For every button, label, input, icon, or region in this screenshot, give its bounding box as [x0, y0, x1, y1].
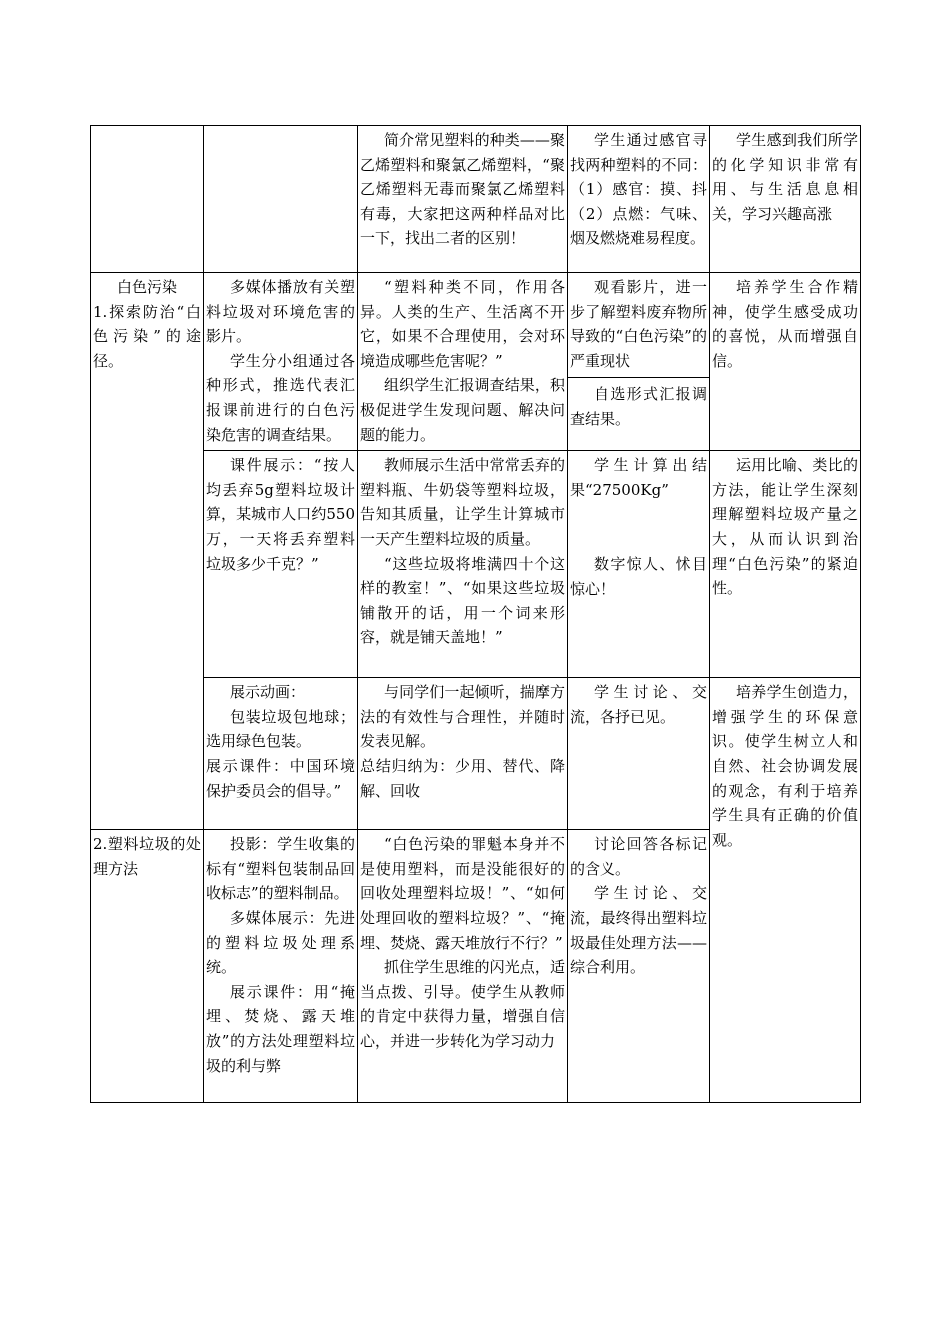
cell-paragraph: 展示课件：中国环境保护委员会的倡导。” — [206, 756, 355, 800]
table-cell-purpose — [710, 451, 861, 678]
cell-paragraph: 多媒体展示：先进的塑料垃圾处理系统。 — [206, 908, 355, 977]
table-cell-purpose — [710, 273, 861, 451]
table-cell-teacher — [358, 126, 568, 273]
cell-paragraph: 包装垃圾包地球；选用绿色包装。 — [206, 707, 355, 751]
table-cell-media — [204, 126, 358, 273]
cell-paragraph: 数字惊人、怵目惊心！ — [570, 555, 707, 598]
cell-paragraph: 简介常见塑料的种类——聚乙烯塑料和聚氯乙烯塑料，“聚乙烯塑料无毒而聚氯乙烯塑料有毒，大家把这两种样品对比一下，找出二者的区别！ — [360, 131, 565, 248]
lesson-plan-table — [90, 125, 861, 1103]
cell-paragraph: 学生分小组通过各种形式，推选代表汇报课前进行的白色污染危害的调查结果。 — [206, 351, 355, 444]
table-cell-stage — [91, 273, 204, 830]
cell-paragraph: 多媒体播放有关塑料垃圾对环境危害的影片。 — [206, 278, 355, 346]
table-cell-teacher — [358, 678, 568, 830]
table-cell-media — [204, 451, 358, 678]
table-cell-media — [204, 273, 358, 451]
cell-paragraph: 组织学生汇报调查结果，积极促进学生发现问题、解决问题的能力。 — [360, 376, 565, 444]
table-cell-teacher — [358, 273, 568, 451]
table-cell-student — [568, 273, 710, 451]
cell-paragraph: 教师展示生活中常常丢弃的塑料瓶、牛奶袋等塑料垃圾，告知其质量，让学生计算城市一天产生塑料垃圾的质量。 — [360, 456, 565, 548]
cell-paragraph: 投影：学生收集的标有“塑料包装制品回收标志”的塑料制品。 — [206, 835, 355, 903]
cell-paragraph: 学生通过感官寻找两种塑料的不同：（1）感官：摸、抖（2）点燃：气味、烟及燃烧难易程度。 — [570, 131, 707, 248]
cell-paragraph: 学生感到我们所学的化学知识非常有用、与生活息息相关，学习兴趣高涨 — [712, 131, 858, 223]
cell-paragraph: 展示动画： — [230, 683, 306, 702]
table-cell-student — [568, 678, 710, 830]
table-cell-teacher — [358, 830, 568, 1103]
table-row — [91, 451, 861, 678]
cell-paragraph: 学生讨论、交流，最终得出塑料垃圾最佳处理方法——综合利用。 — [570, 884, 707, 977]
cell-paragraph: 展示课件：用“掩埋、焚烧、露天堆放”的方法处理塑料垃圾的利与弊 — [206, 982, 355, 1075]
cell-paragraph: “白色污染的罪魁本身并不是使用塑料，而是没能很好的回收处理塑料垃圾！”、“如何处理回收的塑料垃圾？”、“掩埋、焚烧、露天堆放行不行？” — [360, 835, 565, 952]
table-cell-purpose — [710, 678, 861, 1103]
table-cell-student — [568, 451, 710, 678]
table-row — [91, 273, 861, 451]
cell-paragraph: “这些垃圾将堆满四十个这样的教室！”、“如果这些垃圾铺散开的话，用一个词来形容，就是铺天盖地！” — [360, 554, 565, 647]
cell-paragraph: 培养学生合作精神，使学生感受成功的喜悦，从而增强自信。 — [712, 278, 858, 370]
cell-paragraph: 1.探索防治“白色污染”的途径。 — [93, 302, 201, 370]
cell-paragraph: 学生计算出结果“27500Kg” — [570, 456, 707, 499]
table-cell-purpose — [710, 126, 861, 273]
cell-paragraph: 自选形式汇报调查结果。 — [568, 377, 709, 431]
table-cell-media — [204, 830, 358, 1103]
section-heading: 2.塑料垃圾的处理方法 — [93, 835, 201, 878]
table-cell-teacher — [358, 451, 568, 678]
table-cell-stage — [91, 126, 204, 273]
cell-paragraph: 总结归纳为：少用、替代、降解、回收 — [360, 756, 565, 800]
table-cell-stage — [91, 830, 204, 1103]
cell-paragraph: 课件展示：“按人均丢弃5g塑料垃圾计算，某城市人口约550万，一天将丢弃塑料垃圾多少千克？” — [206, 456, 355, 573]
table-row — [91, 126, 861, 273]
table-cell-student — [568, 126, 710, 273]
cell-paragraph: 讨论回答各标记的含义。 — [570, 835, 707, 878]
cell-paragraph: 学生讨论、交流，各抒已见。 — [570, 683, 707, 726]
cell-paragraph: “塑料种类不同，作用各异。人类的生产、生活离不开它，如果不合理使用，会对环境造成哪些危害呢？” — [360, 278, 565, 370]
cell-paragraph: 观看影片，进一步了解塑料废弃物所导致的“白色污染”的严重现状 — [570, 278, 707, 370]
cell-paragraph: 抓住学生思维的闪光点，适当点拨、引导。使学生从教师的肯定中获得力量，增强自信心，并进一步转化为学习动力 — [360, 958, 565, 1050]
table-cell-media — [204, 678, 358, 830]
cell-paragraph: 与同学们一起倾听，揣摩方法的有效性与合理性，并随时发表见解。 — [360, 683, 565, 751]
table-row — [91, 678, 861, 830]
table-cell-student — [568, 830, 710, 1103]
cell-paragraph: 运用比喻、类比的方法，能让学生深刻理解塑料垃圾产量之大，从而认识到治理“白色污染”的紧迫性。 — [712, 456, 858, 598]
section-heading: 白色污染 — [117, 278, 178, 296]
cell-paragraph: 培养学生创造力，增强学生的环保意识。使学生树立人和自然、社会协调发展的观念，有利于培养学生具有正确的价值观。 — [712, 683, 858, 849]
